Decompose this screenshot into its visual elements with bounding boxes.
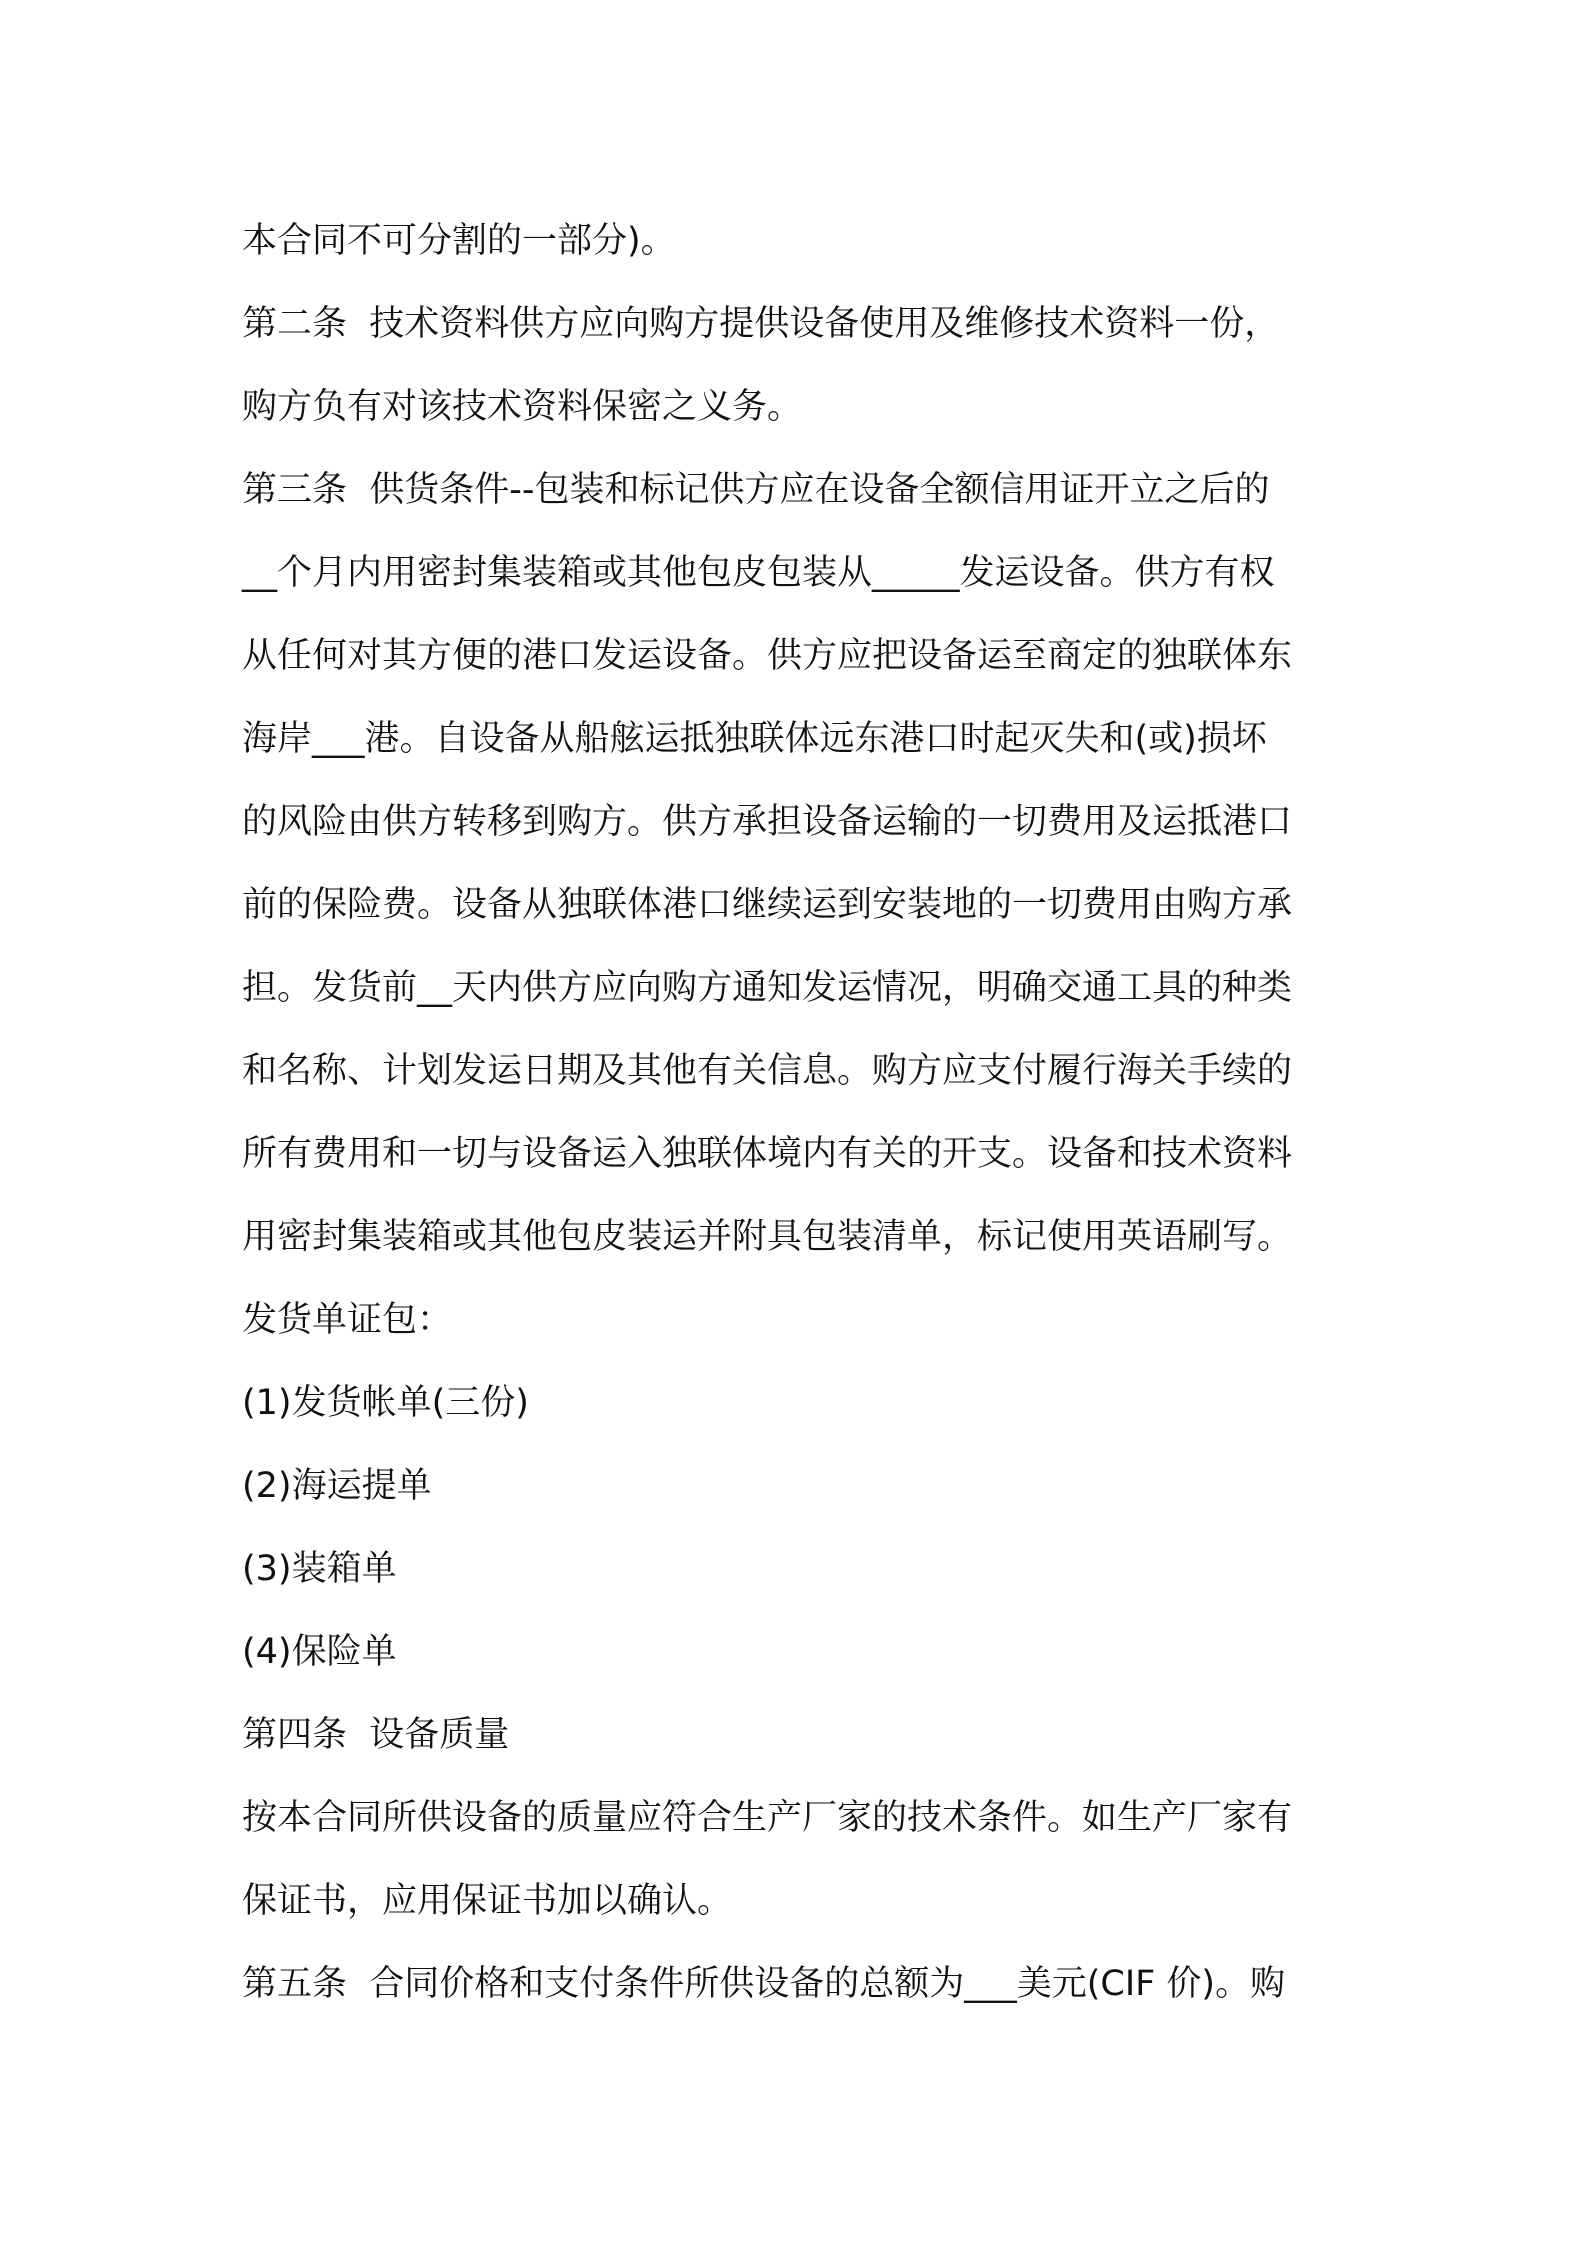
text-line: 第二条 技术资料供方应向购方提供设备使用及维修技术资料一份， [242,304,1280,344]
text-line: 第三条 供货条件--包装和标记供方应在设备全额信用证开立之后的 [242,470,1270,510]
text-line: 发货单证包： [242,1300,453,1340]
contract-body-text [242,200,1362,2026]
list-item: (2)海运提单 [242,1466,432,1506]
list-item: (1)发货帐单(三份) [242,1383,529,1423]
text-line: 担。发货前__天内供方应向购方通知发运情况，明确交通工具的种类 [242,968,1293,1008]
text-line: 从任何对其方便的港口发运设备。供方应把设备运至商定的独联体东 [242,636,1293,676]
section-heading: 第四条 设备质量 [242,1715,510,1755]
text-line: 所有费用和一切与设备运入独联体境内有关的开支。设备和技术资料 [242,1134,1293,1174]
text-line: 按本合同所供设备的质量应符合生产厂家的技术条件。如生产厂家有 [242,1798,1293,1838]
text-line: 海岸___港。自设备从船舷运抵独联体远东港口时起灭失和(或)损坏 [242,719,1267,759]
text-line: __个月内用密封集装箱或其他包皮包装从_____发运设备。供方有权 [242,553,1275,593]
text-line: 本合同不可分割的一部分)。 [242,221,676,261]
text-line: 用密封集装箱或其他包皮装运并附具包装清单，标记使用英语刷写。 [242,1217,1293,1257]
text-line: 和名称、计划发运日期及其他有关信息。购方应支付履行海关手续的 [242,1051,1293,1091]
text-line: 前的保险费。设备从独联体港口继续运到安装地的一切费用由购方承 [242,885,1293,925]
text-line: 的风险由供方转移到购方。供方承担设备运输的一切费用及运抵港口 [242,802,1293,842]
text-line: 购方负有对该技术资料保密之义务。 [242,387,803,427]
text-line: 保证书，应用保证书加以确认。 [242,1881,733,1921]
list-item: (4)保险单 [242,1632,397,1672]
list-item: (3)装箱单 [242,1549,397,1589]
text-line: 第五条 合同价格和支付条件所供设备的总额为___美元(CIF 价)。购 [242,1964,1286,2004]
